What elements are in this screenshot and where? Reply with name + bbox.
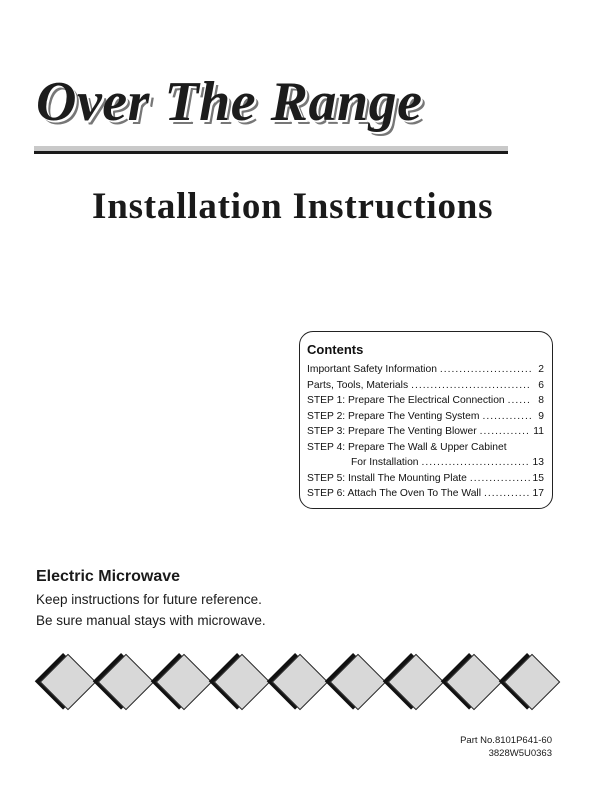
- diamond-ornament: [40, 654, 97, 711]
- toc-leader: [411, 378, 531, 394]
- toc-leader: [484, 486, 530, 502]
- toc-leader: [508, 393, 531, 409]
- diamond-row: [36, 655, 566, 715]
- toc-row: [307, 378, 544, 394]
- toc-page: 8: [538, 395, 544, 406]
- diamond-ornament: [330, 654, 387, 711]
- toc-row: [307, 424, 544, 440]
- part-code: 3828W5U0363: [488, 748, 552, 759]
- note-keep: Keep instructions for future reference.: [36, 592, 262, 607]
- title-rule: [34, 146, 508, 154]
- diamond-ornament: [272, 654, 329, 711]
- toc-row: [307, 393, 544, 409]
- toc-leader: [482, 409, 531, 425]
- contents-heading: Contents: [307, 342, 364, 357]
- toc-row: [307, 471, 544, 487]
- diamond-ornament: [98, 654, 155, 711]
- toc-page: 6: [538, 379, 544, 391]
- toc-page: 9: [538, 410, 544, 422]
- toc-row: [307, 440, 544, 456]
- toc-row: [307, 455, 544, 471]
- toc-row: [307, 409, 544, 425]
- product-name: Electric Microwave: [36, 568, 181, 585]
- toc-label: Parts, Tools, Materials: [307, 379, 409, 391]
- toc-label: STEP 3: Prepare The Venting Blower: [307, 426, 477, 437]
- toc-label: For Installation: [351, 457, 419, 468]
- toc-label: Important Safety Information: [307, 364, 437, 375]
- toc-leader: [470, 471, 530, 487]
- toc-leader: [422, 455, 530, 471]
- toc-leader: [480, 424, 531, 440]
- contents-box: [299, 331, 553, 509]
- toc-page: 13: [532, 457, 544, 468]
- toc-label: STEP 2: Prepare The Venting System: [307, 410, 480, 422]
- cover-subtitle: Installation Instructions: [92, 186, 494, 227]
- diamond-ornament: [504, 654, 561, 711]
- part-number: Part No.8101P641-60: [460, 735, 552, 746]
- toc-leader: [440, 362, 531, 378]
- diamond-ornament: [156, 654, 213, 711]
- toc-label: STEP 4: Prepare The Wall & Upper Cabinet: [307, 441, 507, 453]
- toc-row: [307, 362, 544, 378]
- diamond-ornament: [214, 654, 271, 711]
- diamond-ornament: [388, 654, 445, 711]
- diamond-ornament: [446, 654, 503, 711]
- toc-label: STEP 5: Install The Mounting Plate: [307, 472, 467, 484]
- note-stays: Be sure manual stays with microwave.: [36, 613, 266, 628]
- toc-page: 2: [538, 364, 544, 375]
- toc-page: 11: [533, 426, 544, 437]
- toc-label: STEP 1: Prepare The Electrical Connection: [307, 395, 505, 406]
- toc-label: STEP 6: Attach The Oven To The Wall: [307, 488, 481, 499]
- toc-page: 17: [532, 488, 544, 499]
- toc-page: 15: [532, 472, 544, 484]
- toc-row: [307, 486, 544, 502]
- cover-title: Over The Range: [36, 71, 423, 133]
